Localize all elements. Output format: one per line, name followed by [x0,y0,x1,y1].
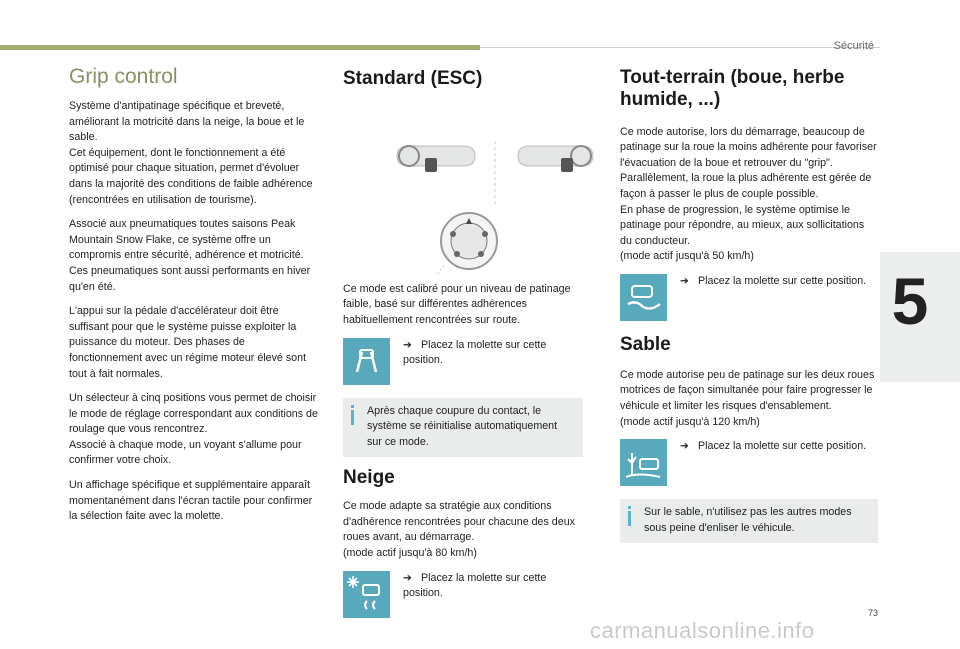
info-note-text: Après chaque coupure du contact, le système se réinitialise automatiquement sur ce mode. [367,404,558,448]
neige-instruction-text: Placez la molette sur cette position. [403,571,547,600]
selector-paragraph: Un sélecteur à cinq positions vous permet de choisir le mode de réglage correspondant aux conditions de roulage que vous rencontrez. Associé à chaque mode, un voyant s'allume pour confirmer votre choix. [69,392,318,467]
section-label: Sécurité [833,40,874,52]
tout-terrain-instruction-text: Placez la molette sur cette position. [698,275,867,288]
watermark: carmanualsonline.info [590,618,815,643]
column-grip-control [69,60,319,534]
tout-terrain-heading: Tout-terrain (boue, herbe humide, ...) [620,67,845,110]
sand-warning-text: Sur le sable, n'utilisez pas les autres modes sous peine d'enliser le véhicule. [644,506,852,534]
standard-instruction-text: Placez la molette sur cette position. [403,338,547,367]
chapter-number: 5 [891,264,929,338]
snow-mode-icon [343,571,390,618]
sable-instruction-text: Placez la molette sur cette position. [698,440,867,453]
tout-terrain-instruction [620,274,878,324]
standard-instruction [343,338,583,388]
page-title: Grip control [69,65,178,88]
page-number: 73 [867,608,878,618]
display-paragraph: Un affichage spécifique et supplémentaire apparaît momentanément dans l'écran tactile pour confirmer la sélection faite avec la molette. [69,479,313,523]
standard-heading: Standard (ESC) [343,68,483,89]
accent-bar [0,45,480,50]
column-standard [343,60,583,631]
intro-paragraph: Système d'antipatinage spécifique et breveté, améliorant la motricité dans la neige, la boue et le sable. Cet équipement, dont le fonctionnement a été optimisé pour chaque situation, permet d'évoluer dans la majorité des conditions de faible adhérence (rencontrées en utilisation de tourisme). [69,100,313,206]
tout-terrain-description: Ce mode autorise, lors du démarrage, beaucoup de patinage sur la roue la moins adhérente pour favoriser l'évacuation de la boue et retrouver du "grip". Parallèlement, la roue la plus adhérente est gérée de façon à passer le plus de couple possible. En phase de progression, le système optimise le patinage pour répondre, au mieux, aux sollicitations du conducteur. (mode actif jusqu'à 50 km/h) [620,125,877,263]
arrow-icon: ➔ [403,571,412,584]
neige-instruction [343,571,583,621]
sand-warning-note [620,499,878,543]
neige-heading: Neige [343,467,395,489]
info-icon [351,405,357,427]
steering-wheel-illustration [395,126,595,206]
sable-instruction [620,439,878,489]
accelerator-paragraph: L'appui sur la pédale d'accélérateur doit être suffisant pour que le système puisse exploiter la puissance du moteur. Des phases de fonctionnement avec un régime moteur élevé sont tout à fait normales. [69,305,307,380]
sable-description: Ce mode autorise peu de patinage sur les deux roues motrices de façon simultanée pour faire progresser le véhicule et limiter les risques d'ensablement. (mode actif jusqu'à 120 km/h) [620,368,875,428]
standard-description: Ce mode est calibré pour un niveau de patinage faible, basé sur différentes adhérences habituellement rencontrées sur route. [343,282,571,327]
info-icon [628,506,634,528]
info-note [343,398,583,458]
sable-heading: Sable [620,334,671,356]
neige-description: Ce mode adapte sa stratégie aux conditions d'adhérence rencontrées pour chacune des deux roues avant, au démarrage. (mode actif jusqu'à 80 km/h) [343,500,575,560]
mud-mode-icon [620,274,667,321]
mode-selector-dial-icon [429,206,509,276]
header-rule [480,47,880,48]
tyres-paragraph: Associé aux pneumatiques toutes saisons Peak Mountain Snow Flake, ce système offre un compromis entre sécurité, adhérence et motricité. Ces pneumatiques sont aussi performants en hiver qu'en été. [69,218,311,293]
arrow-icon: ➔ [680,275,689,288]
arrow-icon: ➔ [403,338,412,351]
standard-mode-icon [343,338,390,385]
sand-mode-icon [620,439,667,486]
arrow-icon: ➔ [680,440,689,453]
column-tout-terrain [620,60,878,553]
